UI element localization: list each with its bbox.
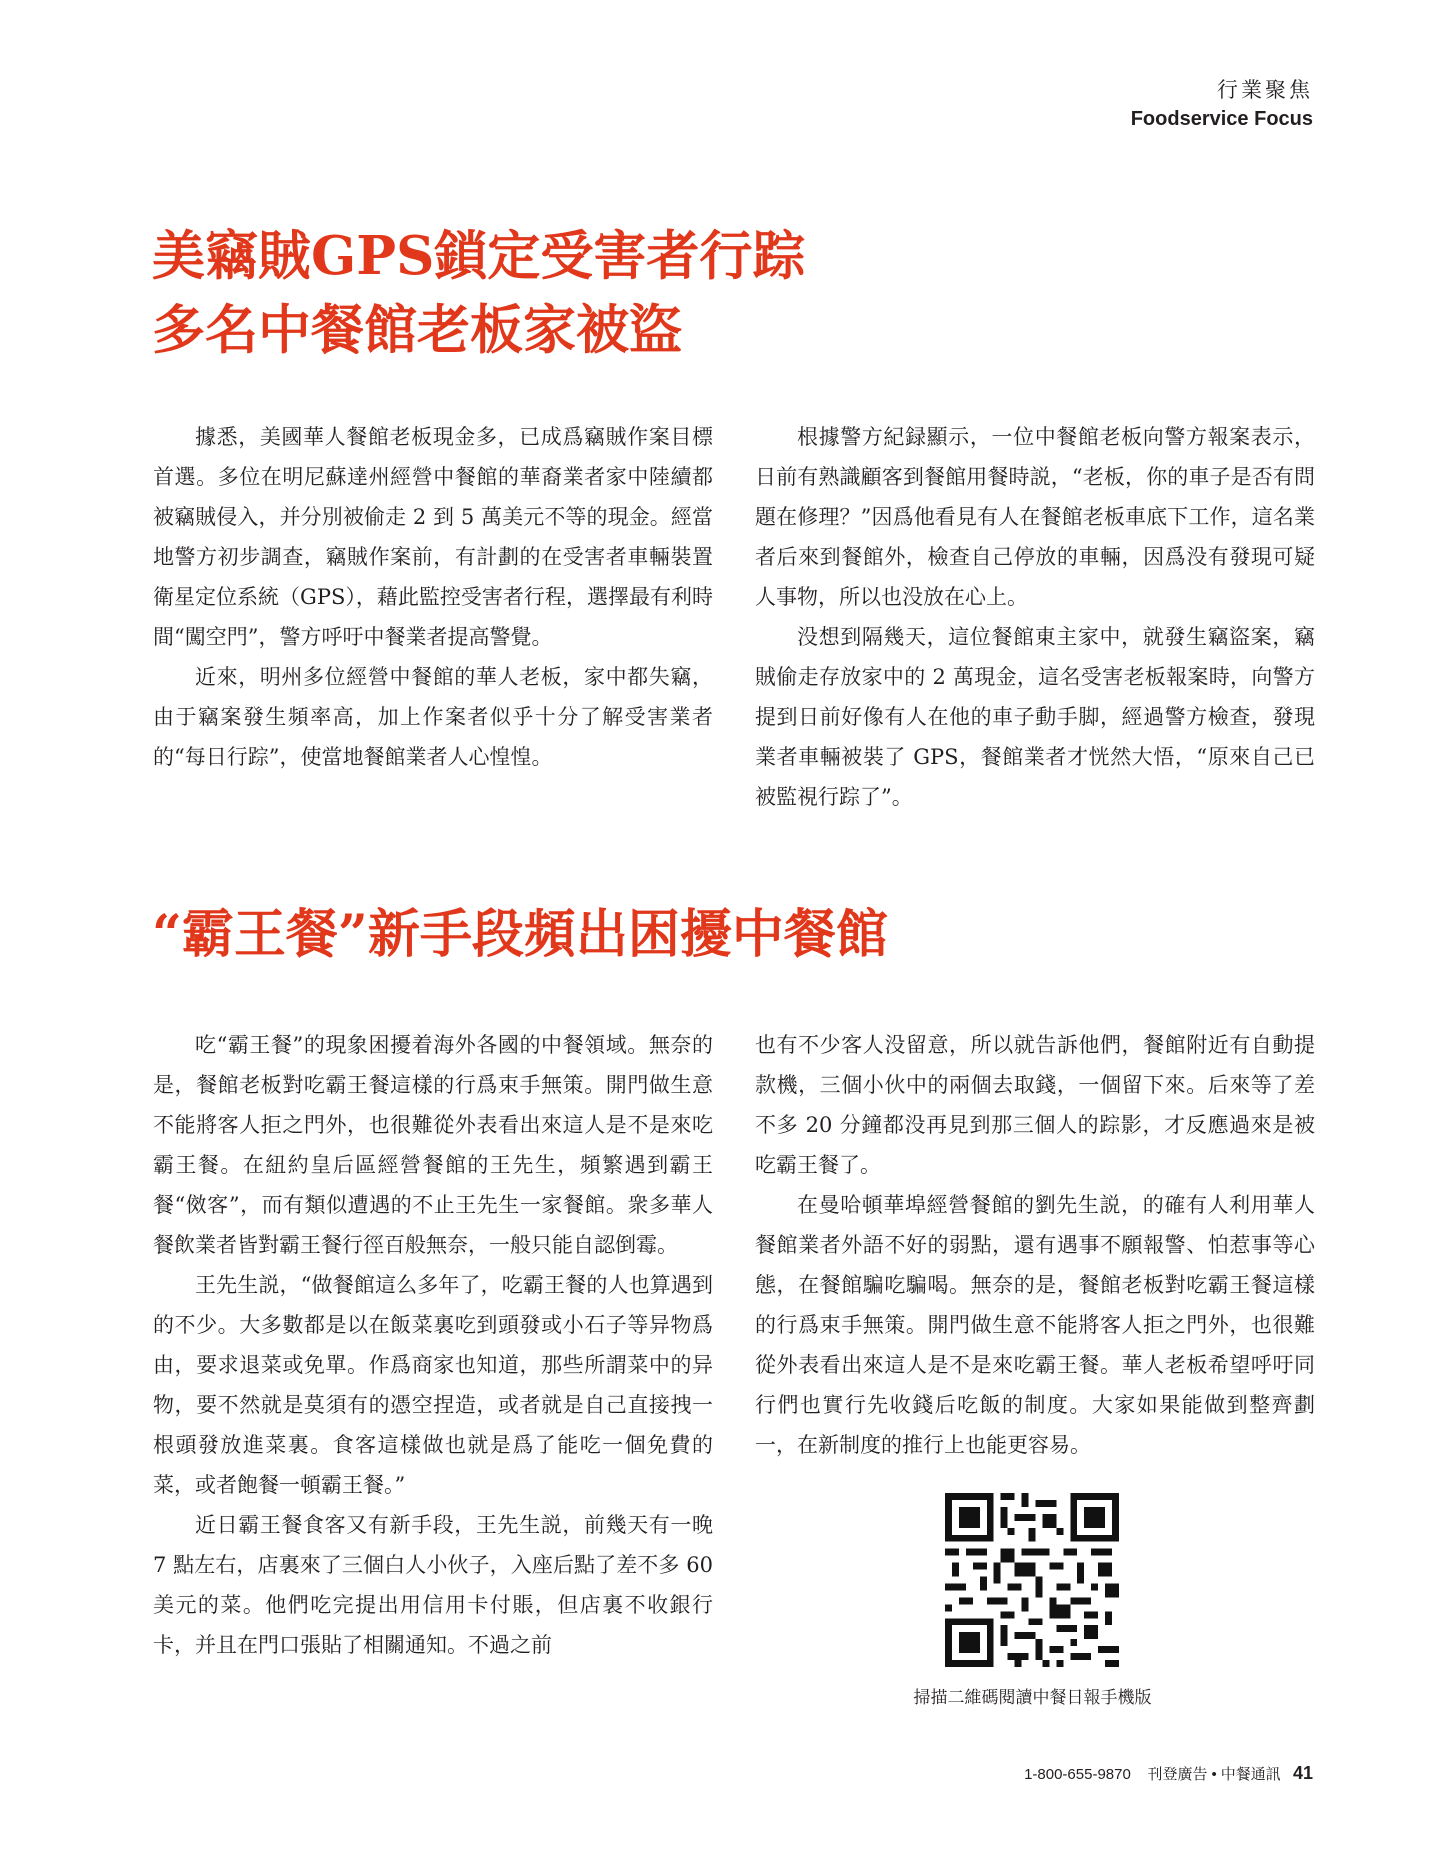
article2-left-column [153, 1025, 713, 1665]
section-label-english: Foodservice Focus [1130, 108, 1313, 130]
article-paragraph: 近日霸王餐食客又有新手段，王先生説，前幾天有一晚 7 點左右，店裏來了三個白人小伙子，入座后點了差不多 60 美元的菜。他們吃完提出用信用卡付賬，但店裏不收銀行卡，并且在門口張貼了相關通知。不過之前 [153, 1513, 713, 1657]
article2-title: “霸王餐”新手段頻出困擾中餐館 [152, 904, 888, 965]
article-paragraph: 據悉，美國華人餐館老板現金多，已成爲竊賊作案目標首選。多位在明尼蘇達州經營中餐館的華裔業者家中陸續都被竊賊侵入，并分別被偷走 2 到 5 萬美元不等的現金。經當地警方初步調查，竊賊作案前，有計劃的在受害者車輛裝置衛星定位系統（GPS），藉此監控受害者行程，選擇最有利時間“闖空門”，警方呼吁中餐業者提高警覺。 [153, 425, 713, 649]
article-paragraph-continued: 也有不少客人没留意，所以就告訴他們，餐館附近有自動提款機，三個小伙中的兩個去取錢，一個留下來。后來等了差不多 20 分鐘都没再見到那三個人的踪影，才反應過來是被吃霸王餐了。 [755, 1033, 1315, 1177]
article-paragraph: 吃“霸王餐”的現象困擾着海外各國的中餐領域。無奈的是，餐館老板對吃霸王餐這樣的行爲束手無策。開門做生意不能將客人拒之門外，也很難從外表看出來這人是不是來吃霸王餐。在紐約皇后區經營餐館的王先生，頻繁遇到霸王餐“傚客”，而有類似遭遇的不止王先生一家餐館。衆多華人餐飲業者皆對霸王餐行徑百般無奈，一般只能自認倒霉。 [153, 1033, 713, 1257]
article-paragraph: 王先生説，“做餐館這么多年了，吃霸王餐的人也算遇到的不少。大多數都是以在飯菜裏吃到頭發或小石子等异物爲由，要求退菜或免單。作爲商家也知道，那些所謂菜中的异物，要不然就是莫須有的憑空捏造，或者就是自己直接拽一根頭發放進菜裏。食客這樣做也就是爲了能吃一個免費的菜，或者飽餐一頓霸王餐。” [153, 1273, 713, 1497]
article1-left-column [153, 417, 713, 777]
page-number: 41 [1292, 1763, 1313, 1783]
article-paragraph: 近來，明州多位經營中餐館的華人老板，家中都失竊，由于竊案發生頻率高，加上作案者似乎十分了解受害業者的“每日行踪”，使當地餐館業者人心惶惶。 [153, 665, 713, 769]
article2-right-column [755, 1025, 1315, 1465]
section-label-chinese: 行業聚焦 [1217, 78, 1313, 102]
article-paragraph: 没想到隔幾天，這位餐館東主家中，就發生竊盜案，竊賊偷走存放家中的 2 萬現金，這名受害老板報案時，向警方提到日前好像有人在他的車子動手脚，經過警方檢查，發現業者車輛被裝了 GPS，餐館業者才恍然大悟，“原來自己已被監視行踪了”。 [755, 625, 1315, 809]
qr-code-icon[interactable] [945, 1493, 1119, 1667]
article1-title [152, 219, 805, 367]
article1-title-line2: 多名中餐館老板家被盜 [152, 299, 682, 361]
article-paragraph: 在曼哈頓華埠經營餐館的劉先生説，的確有人利用華人餐館業者外語不好的弱點，還有遇事不願報警、怕惹事等心態，在餐館騙吃騙喝。無奈的是，餐館老板對吃霸王餐這樣的行爲束手無策。開門做生意不能將客人拒之門外，也很難從外表看出來這人是不是來吃霸王餐。華人老板希望呼吁同行們也實行先收錢后吃飯的制度。大家如果能做到整齊劃一，在新制度的推行上也能更容易。 [755, 1193, 1315, 1457]
section-header [1131, 74, 1313, 131]
footer-separator: • [1211, 1766, 1217, 1783]
article1-title-line1: 美竊賊GPS鎖定受害者行踪 [152, 225, 806, 287]
footer-publication: 中餐通訊 [1220, 1766, 1281, 1783]
footer-phone: 1-800-655-9870 [1024, 1766, 1131, 1783]
article-paragraph: 根據警方紀録顯示，一位中餐館老板向警方報案表示，日前有熟識顧客到餐館用餐時説，“老板，你的車子是否有問題在修理？”因爲他看見有人在餐館老板車底下工作，這名業者后來到餐館外，檢查自己停放的車輛，因爲没有發現可疑人事物，所以也没放在心上。 [755, 425, 1315, 609]
qr-caption: 掃描二維碼閱讀中餐日報手機版 [913, 1688, 1152, 1708]
footer-ad-label: 刊登廣告 [1147, 1766, 1208, 1783]
article1-right-column [755, 417, 1315, 817]
page-footer [1024, 1763, 1313, 1784]
